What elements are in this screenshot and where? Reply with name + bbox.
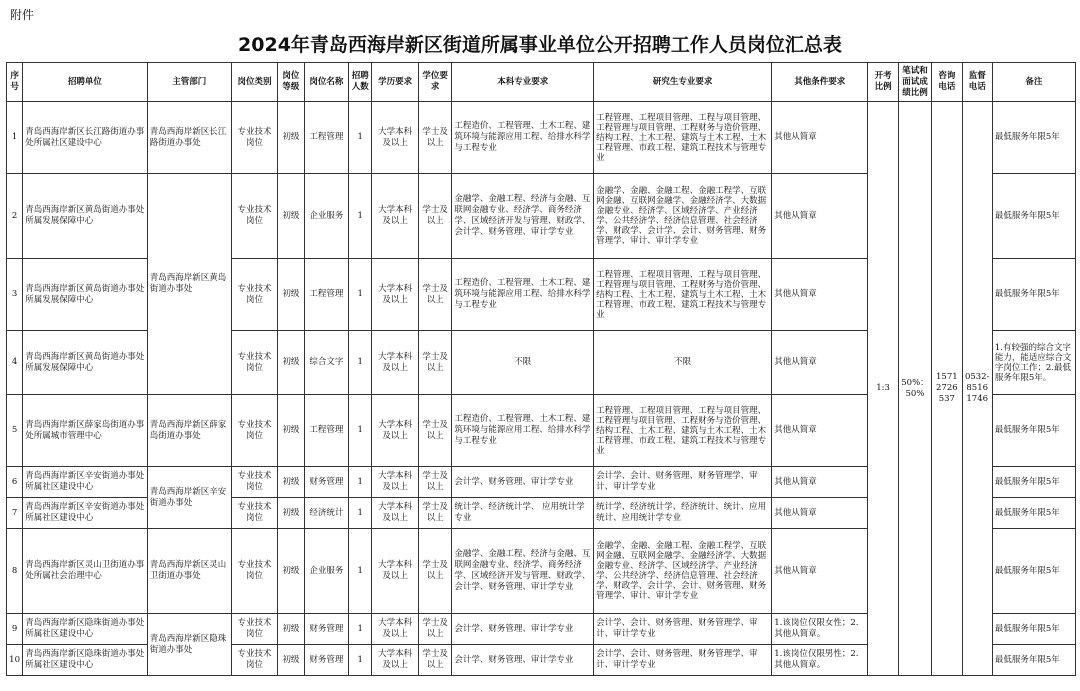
undergrad-major-cell: 会计学、财务管理、审计学专业 — [452, 467, 594, 498]
grad-major-cell: 工程管理、工程项目管理、工程与项目管理、工程管理与项目管理、工程财务与造价管理、结构工程、土木工程、建筑与土木工程、土木工程管理、市政工程、建筑工程技术与管理专业 — [594, 395, 772, 467]
level-cell: 初级 — [278, 259, 304, 331]
header-cell: 主管部门 — [147, 63, 231, 102]
note-cell: 最低服务年限5年 — [992, 395, 1075, 467]
note-cell: 最低服务年限5年 — [992, 102, 1075, 174]
undergrad-major-cell: 工程造价、工程管理、土木工程、建筑环境与能源应用工程、给排水科学与工程专业 — [452, 102, 594, 174]
page-title: 2024年青岛西海岸新区街道所属事业单位公开招聘工作人员岗位汇总表 — [238, 34, 842, 56]
degree-cell: 学士及以上 — [418, 467, 451, 498]
education-cell: 大学本科及以上 — [372, 174, 419, 259]
count-cell: 1 — [349, 395, 372, 467]
row-number: 2 — [7, 174, 23, 259]
degree-cell: 学士及以上 — [418, 331, 451, 395]
degree-cell: 学士及以上 — [418, 102, 451, 174]
header-cell: 招聘人数 — [349, 63, 372, 102]
header-cell: 备注 — [992, 63, 1075, 102]
row-number: 4 — [7, 331, 23, 395]
other-conditions-cell: 其他从简章 — [772, 331, 868, 395]
row-number: 9 — [7, 614, 23, 645]
post-cell: 综合文字 — [304, 331, 349, 395]
count-cell: 1 — [349, 174, 372, 259]
department-cell: 青岛西海岸新区隐珠街道办事处 — [147, 614, 231, 676]
post-cell: 工程管理 — [304, 102, 349, 174]
department-cell: 青岛西海岸新区薛家岛街道办事处 — [147, 395, 231, 467]
note-cell: 最低服务年限5年 — [992, 467, 1075, 498]
count-cell: 1 — [349, 331, 372, 395]
degree-cell: 学士及以上 — [418, 645, 451, 676]
header-cell: 学位要求 — [418, 63, 451, 102]
post-cell: 工程管理 — [304, 259, 349, 331]
row-number: 1 — [7, 102, 23, 174]
grad-major-cell: 金融学、金融、金融工程、金融工程学、互联网金融、互联网金融学、金融经济学、大数据金融专业、经济学、区域经济学、产业经济学、公共经济学、经济信息管理、社会经济学、财政学、会计学、会计、财务管理、财务管理学、审计、审计学专业 — [594, 174, 772, 259]
row-number: 6 — [7, 467, 23, 498]
other-conditions-cell: 其他从简章 — [772, 498, 868, 529]
education-cell: 大学本科及以上 — [372, 331, 419, 395]
degree-cell: 学士及以上 — [418, 259, 451, 331]
grad-major-cell: 工程管理、工程项目管理、工程与项目管理、工程管理与项目管理、工程财务与造价管理、结构工程、土木工程、建筑与土木工程、土木工程管理、市政工程、建筑工程技术与管理专业 — [594, 259, 772, 331]
grad-major-cell: 不限 — [594, 331, 772, 395]
department-cell: 青岛西海岸新区长江路街道办事处 — [147, 102, 231, 174]
count-cell: 1 — [349, 614, 372, 645]
unit-cell: 青岛西海岸新区黄岛街道办事处所属发展保障中心 — [23, 259, 148, 331]
attachment-label: 附件 — [10, 8, 35, 22]
level-cell: 初级 — [278, 395, 304, 467]
grad-major-cell: 会计学、会计、财务管理、财务管理学、审计、审计学专业 — [594, 467, 772, 498]
category-cell: 专业技术岗位 — [231, 529, 278, 614]
grad-major-cell: 统计学、经济统计学、经济统计、统计、应用统计、应用统计学专业 — [594, 498, 772, 529]
header-cell: 研究生专业要求 — [594, 63, 772, 102]
post-cell: 财务管理 — [304, 467, 349, 498]
other-conditions-cell: 其他从简章 — [772, 259, 868, 331]
note-cell: 最低服务年限5年 — [992, 529, 1075, 614]
other-conditions-cell: 其他从简章 — [772, 467, 868, 498]
grad-major-cell: 会计学、会计、财务管理、财务管理学、审计、审计学专业 — [594, 614, 772, 645]
post-cell: 企业服务 — [304, 174, 349, 259]
unit-cell: 青岛西海岸新区薛家岛街道办事处所属城市管理中心 — [23, 395, 148, 467]
positions-table — [6, 62, 1076, 676]
note-cell: 1.有较强的综合文字能力，能适应综合文字岗位工作；2.最低服务年限5年。 — [992, 331, 1075, 395]
grad-major-cell: 金融学、金融、金融工程、金融工程学、互联网金融、互联网金融学、金融经济学、大数据金融专业、经济学、区域经济学、产业经济学、公共经济学、经济信息管理、社会经济学、财政学、会计学、会计、财务管理、财务管理学、审计、审计学专业 — [594, 529, 772, 614]
header-cell: 序号 — [7, 63, 23, 102]
grad-major-cell: 会计学、会计、财务管理、财务管理学、审计、审计学专业 — [594, 645, 772, 676]
row-number: 7 — [7, 498, 23, 529]
education-cell: 大学本科及以上 — [372, 395, 419, 467]
post-cell: 企业服务 — [304, 529, 349, 614]
post-cell: 财务管理 — [304, 614, 349, 645]
header-row — [7, 63, 1076, 102]
post-cell: 工程管理 — [304, 395, 349, 467]
undergrad-major-cell: 不限 — [452, 331, 594, 395]
header-cell: 招聘单位 — [23, 63, 148, 102]
undergrad-major-cell: 会计学、财务管理、审计学专业 — [452, 614, 594, 645]
header-cell: 笔试和面试成绩比例 — [898, 63, 931, 102]
education-cell: 大学本科及以上 — [372, 614, 419, 645]
level-cell: 初级 — [278, 467, 304, 498]
level-cell: 初级 — [278, 331, 304, 395]
category-cell: 专业技术岗位 — [231, 331, 278, 395]
undergrad-major-cell: 工程造价、工程管理、土木工程、建筑环境与能源应用工程、给排水科学与工程专业 — [452, 259, 594, 331]
other-conditions-cell: 1.该岗位仅限女性；2.其他从简章。 — [772, 614, 868, 645]
other-conditions-cell: 1.该岗位仅限男性；2.其他从简章。 — [772, 645, 868, 676]
education-cell: 大学本科及以上 — [372, 102, 419, 174]
note-cell: 最低服务年限5年 — [992, 645, 1075, 676]
note-cell: 最低服务年限5年 — [992, 174, 1075, 259]
count-cell: 1 — [349, 259, 372, 331]
category-cell: 专业技术岗位 — [231, 614, 278, 645]
category-cell: 专业技术岗位 — [231, 645, 278, 676]
category-cell: 专业技术岗位 — [231, 259, 278, 331]
degree-cell: 学士及以上 — [418, 529, 451, 614]
category-cell: 专业技术岗位 — [231, 102, 278, 174]
count-cell: 1 — [349, 102, 372, 174]
grad-major-cell: 工程管理、工程项目管理、工程与项目管理、工程管理与项目管理、工程财务与造价管理、结构工程、土木工程、建筑与土木工程、土木工程管理、市政工程、建筑工程技术与管理专业 — [594, 102, 772, 174]
header-cell: 岗位类别 — [231, 63, 278, 102]
row-number: 8 — [7, 529, 23, 614]
header-cell: 开考比例 — [868, 63, 898, 102]
other-conditions-cell: 其他从简章 — [772, 102, 868, 174]
header-cell: 监督电话 — [962, 63, 992, 102]
count-cell: 1 — [349, 498, 372, 529]
degree-cell: 学士及以上 — [418, 174, 451, 259]
category-cell: 专业技术岗位 — [231, 174, 278, 259]
supervise-phone-cell: 0532-85161746 — [962, 102, 992, 676]
level-cell: 初级 — [278, 645, 304, 676]
score-ratio-cell: 50%：50% — [898, 102, 931, 676]
header-cell: 岗位等级 — [278, 63, 304, 102]
header-cell: 学历要求 — [372, 63, 419, 102]
unit-cell: 青岛西海岸新区灵山卫街道办事处所属社会治理中心 — [23, 529, 148, 614]
header-cell: 其他条件要求 — [772, 63, 868, 102]
education-cell: 大学本科及以上 — [372, 645, 419, 676]
undergrad-major-cell: 工程造价、工程管理、土木工程、建筑环境与能源应用工程、给排水科学与工程专业 — [452, 395, 594, 467]
other-conditions-cell: 其他从简章 — [772, 395, 868, 467]
department-cell: 青岛西海岸新区灵山卫街道办事处 — [147, 529, 231, 614]
education-cell: 大学本科及以上 — [372, 467, 419, 498]
unit-cell: 青岛西海岸新区长江路街道办事处所属社区建设中心 — [23, 102, 148, 174]
note-cell: 最低服务年限5年 — [992, 498, 1075, 529]
unit-cell: 青岛西海岸新区辛安街道办事处所属社区建设中心 — [23, 467, 148, 498]
row-number: 5 — [7, 395, 23, 467]
consult-phone-cell: 15712726537 — [932, 102, 962, 676]
category-cell: 专业技术岗位 — [231, 467, 278, 498]
level-cell: 初级 — [278, 102, 304, 174]
table-row — [7, 102, 1076, 174]
level-cell: 初级 — [278, 529, 304, 614]
level-cell: 初级 — [278, 498, 304, 529]
other-conditions-cell: 其他从简章 — [772, 529, 868, 614]
undergrad-major-cell: 金融学、金融工程、经济与金融、互联网金融专业、经济学、商务经济学、区域经济开发与管理、财政学、会计学、财务管理、审计学专业 — [452, 174, 594, 259]
level-cell: 初级 — [278, 614, 304, 645]
category-cell: 专业技术岗位 — [231, 498, 278, 529]
row-number: 3 — [7, 259, 23, 331]
education-cell: 大学本科及以上 — [372, 498, 419, 529]
undergrad-major-cell: 会计学、财务管理、审计学专业 — [452, 645, 594, 676]
education-cell: 大学本科及以上 — [372, 259, 419, 331]
count-cell: 1 — [349, 529, 372, 614]
category-cell: 专业技术岗位 — [231, 395, 278, 467]
post-cell: 经济统计 — [304, 498, 349, 529]
unit-cell: 青岛西海岸新区黄岛街道办事处所属发展保障中心 — [23, 174, 148, 259]
unit-cell: 青岛西海岸新区辛安街道办事处所属社区建设中心 — [23, 498, 148, 529]
header-cell: 咨询电话 — [932, 63, 962, 102]
row-number: 10 — [7, 645, 23, 676]
department-cell: 青岛西海岸新区黄岛街道办事处 — [147, 174, 231, 395]
level-cell: 初级 — [278, 174, 304, 259]
education-cell: 大学本科及以上 — [372, 529, 419, 614]
count-cell: 1 — [349, 645, 372, 676]
header-cell: 岗位名称 — [304, 63, 349, 102]
post-cell: 财务管理 — [304, 645, 349, 676]
header-cell: 本科专业要求 — [452, 63, 594, 102]
undergrad-major-cell: 金融学、金融工程、经济与金融、互联网金融专业、经济学、商务经济学、区域经济开发与管理、财政学、会计学、财务管理、审计学专业 — [452, 529, 594, 614]
note-cell: 最低服务年限5年 — [992, 614, 1075, 645]
unit-cell: 青岛西海岸新区黄岛街道办事处所属发展保障中心 — [23, 331, 148, 395]
unit-cell: 青岛西海岸新区隐珠街道办事处所属社区建设中心 — [23, 614, 148, 645]
exam-ratio-cell: 1:3 — [868, 102, 898, 676]
degree-cell: 学士及以上 — [418, 614, 451, 645]
count-cell: 1 — [349, 467, 372, 498]
degree-cell: 学士及以上 — [418, 498, 451, 529]
undergrad-major-cell: 统计学、经济统计学、 应用统计学专业 — [452, 498, 594, 529]
other-conditions-cell: 其他从简章 — [772, 174, 868, 259]
note-cell: 最低服务年限5年 — [992, 259, 1075, 331]
unit-cell: 青岛西海岸新区隐珠街道办事处所属社区建设中心 — [23, 645, 148, 676]
degree-cell: 学士及以上 — [418, 395, 451, 467]
department-cell: 青岛西海岸新区辛安街道办事处 — [147, 467, 231, 529]
